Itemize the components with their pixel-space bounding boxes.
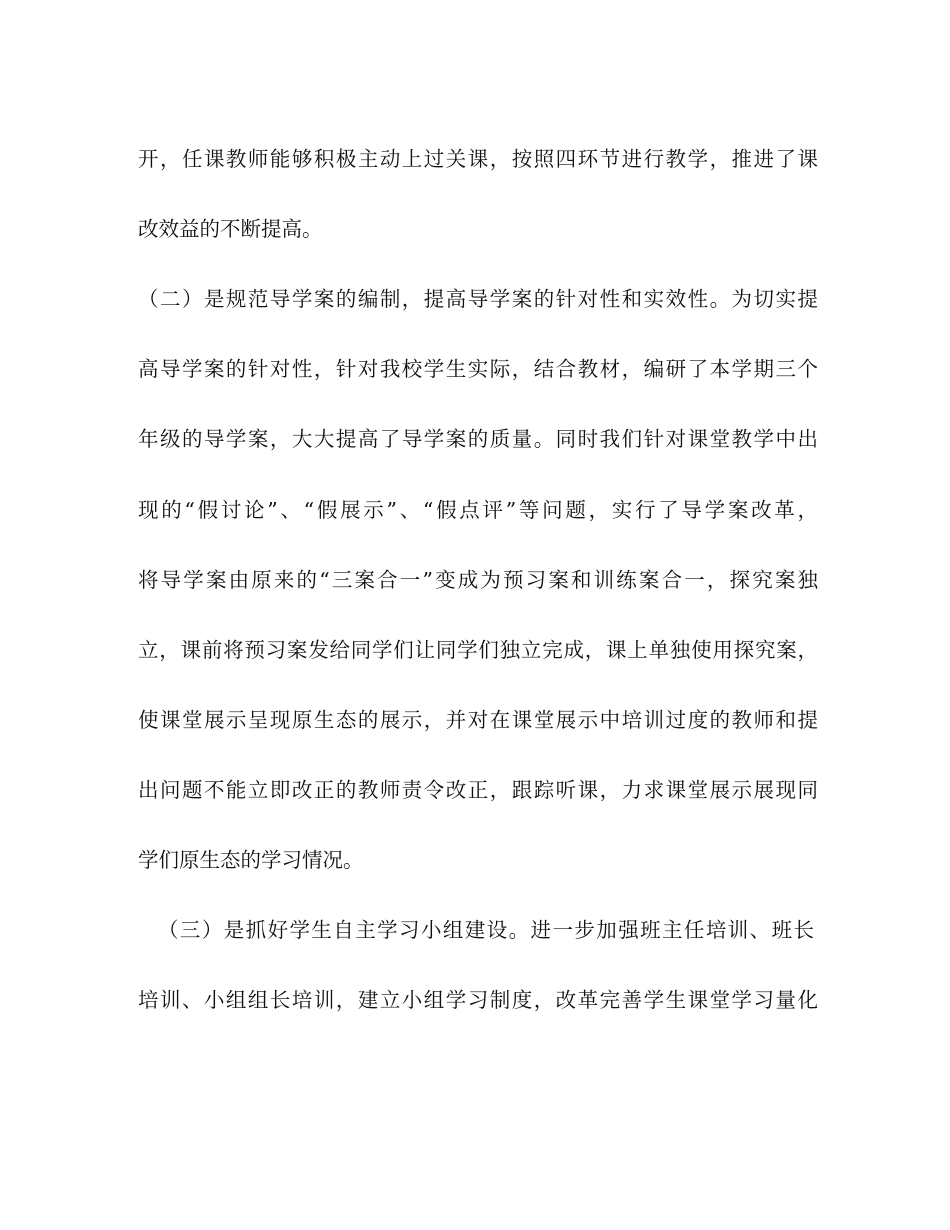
- text-line: 年级的导学案，大大提高了导学案的质量。同时我们针对课堂教学中出: [138, 427, 818, 451]
- text-line: 学们原生态的学习情况。: [138, 848, 364, 872]
- text-line: 培训、小组组长培训，建立小组学习制度，改革完善学生课堂学习量化: [138, 988, 818, 1012]
- text-line: 将导学案由原来的“三案合一”变成为预习案和训练案合一，探究案独: [138, 568, 818, 592]
- text-line: 现的“假讨论”、“假展示”、“假点评”等问题，实行了导学案改革，: [138, 498, 818, 522]
- text-line: 出问题不能立即改正的教师责令改正，跟踪听课，力求课堂展示展现同: [138, 778, 818, 802]
- text-line: 高导学案的针对性，针对我校学生实际，结合教材，编研了本学期三个: [138, 357, 818, 381]
- text-line: 开，任课教师能够积极主动上过关课，按照四环节进行教学，推进了课: [138, 147, 818, 171]
- text-line: 立，课前将预习案发给同学们让同学们独立完成，课上单独使用探究案，: [138, 638, 818, 662]
- paragraph-heading-line: （三）是抓好学生自主学习小组建设。进一步加强班主任培训、班长: [158, 918, 814, 942]
- paragraph-heading-line: （二）是规范导学案的编制，提高导学案的针对性和实效性。为切实提: [138, 287, 818, 311]
- text-line: 使课堂展示呈现原生态的展示，并对在课堂展示中培训过度的教师和提: [138, 708, 818, 732]
- text-line: 改效益的不断提高。: [138, 217, 323, 241]
